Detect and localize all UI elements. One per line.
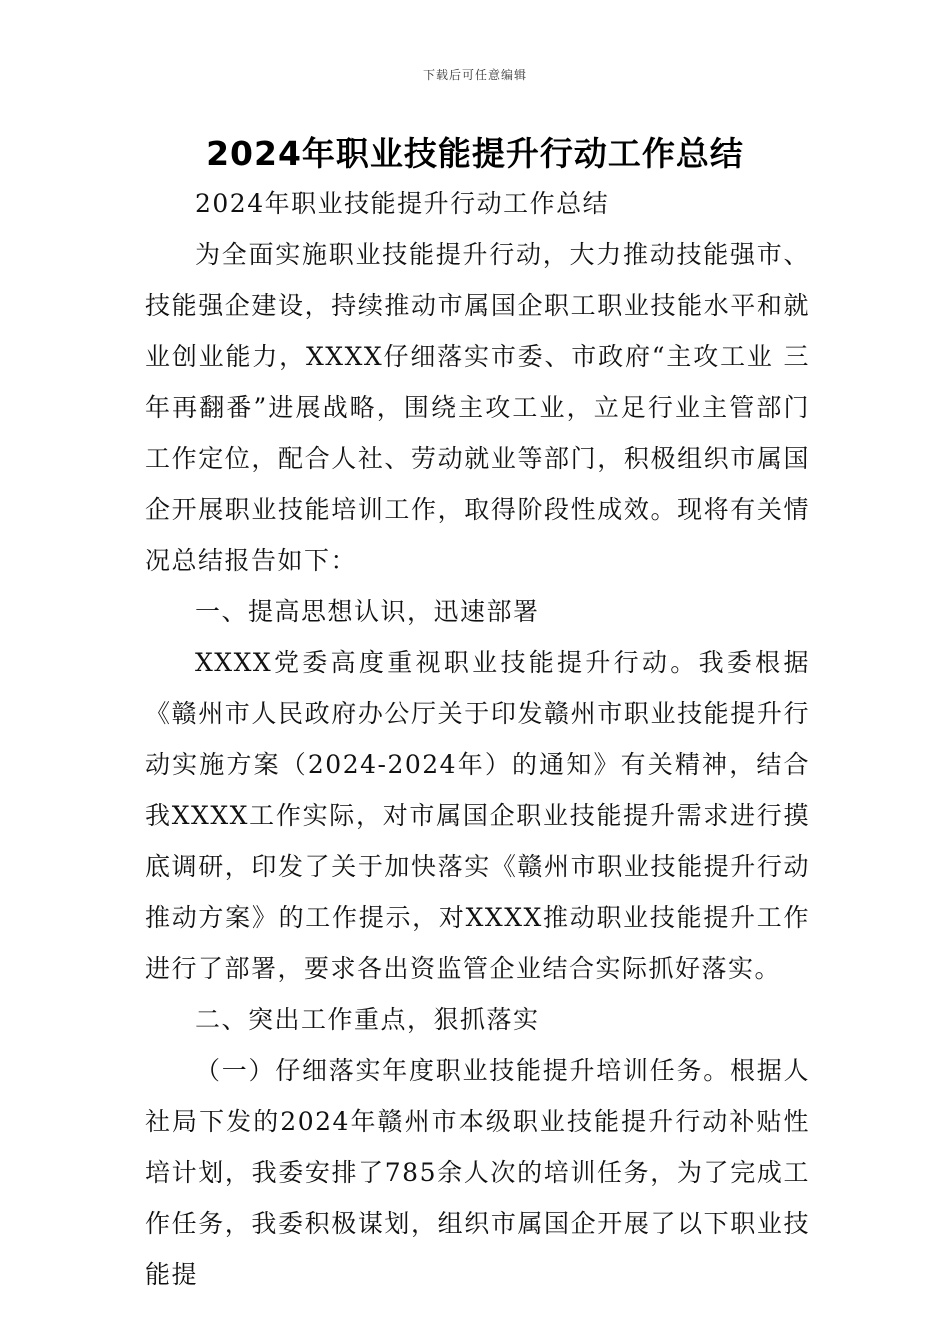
section-1-heading: 一、提高思想认识，迅速部署: [195, 597, 540, 626]
section-1-paragraph: XXXX党委高度重视职业技能提升行动。我委根据《赣州市人民政府办公厅关于印发赣州市职业技能提升行动实施方案（2024-2024年）的通知》有关精神，结合我XXXX工作实际，对市属国企职业技能提升需求进行摸底调研，印发了关于加快落实《赣州市职业技能提升行动推动方案》的工作提示，对XXXX推动职业技能提升工作进行了部署，要求各出资监管企业结合实际抓好落实。: [145, 648, 810, 983]
section-2-heading: 二、突出工作重点，狠抓落实: [195, 1005, 540, 1034]
header-note: 下载后可任意编辑: [422, 68, 527, 82]
document-subtitle: 2024年职业技能提升行动工作总结: [195, 189, 610, 218]
document-body: [145, 178, 810, 1300]
section-2-item-1-paragraph: （一）仔细落实年度职业技能提升培训任务。根据人社局下发的2024年赣州市本级职业技能提升行动补贴性培计划，我委安排了785余人次的培训任务，为了完成工作任务，我委积极谋划，组织市属国企开展了以下职业技能提: [145, 1056, 810, 1289]
intro-paragraph: 为全面实施职业技能提升行动，大力推动技能强市、技能强企建设，持续推动市属国企职工职业技能水平和就业创业能力，XXXX仔细落实市委、市政府“主攻工业 三年再翻番”进展战略，围绕主攻工业，立足行业主管部门工作定位，配合人社、劳动就业等部门，积极组织市属国企开展职业技能培训工作，取得阶段性成效。现将有关情况总结报告如下：: [145, 240, 810, 575]
document-title: 2024年职业技能提升行动工作总结: [206, 134, 744, 173]
